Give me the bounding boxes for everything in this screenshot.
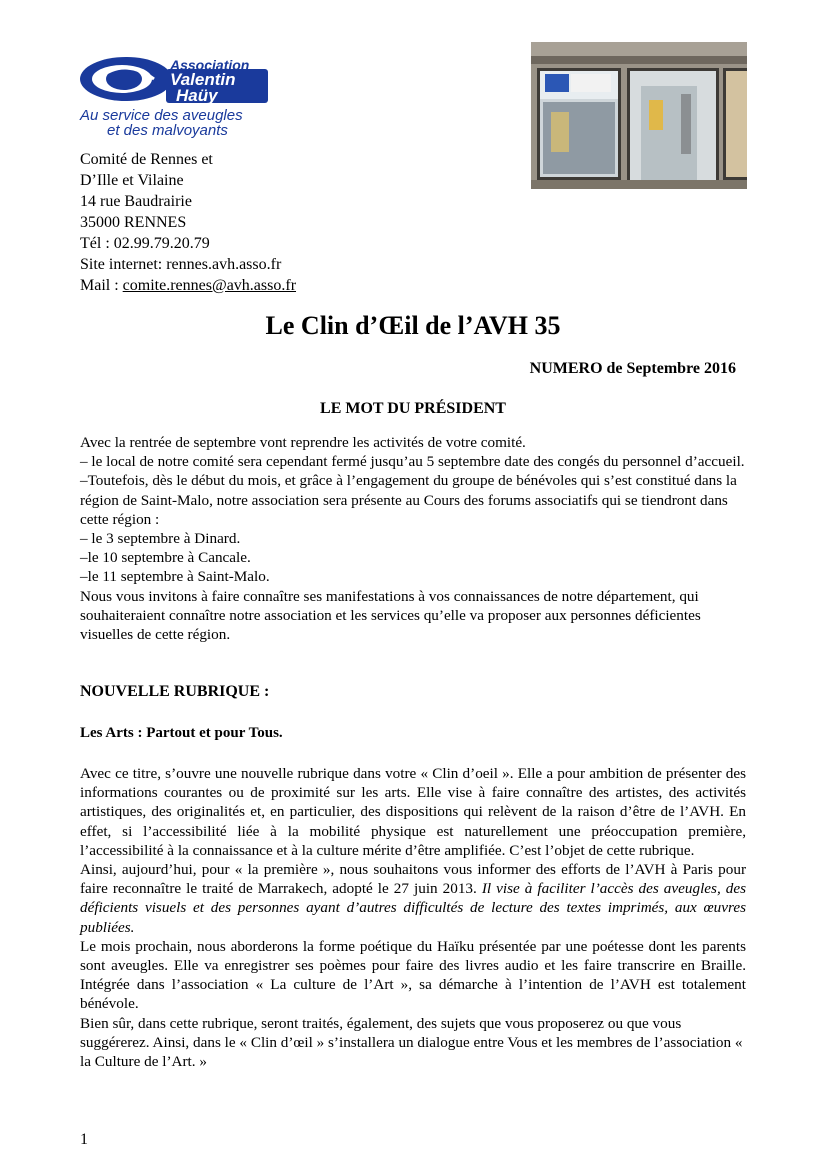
president-line: –le 10 septembre à Cancale. <box>80 549 251 567</box>
contact-street: 14 rue Baudrairie <box>80 193 192 210</box>
president-line: – le local de notre comité sera cependant fermé jusqu’au 5 septembre date des congés du personnel d’accueil. <box>80 453 745 471</box>
arts-paragraph-marrakech <box>80 860 746 937</box>
arts-marrakech-italic: Il vise à faciliter l’accès des aveugles, des déficients visuels et des personnes ayant d’autres difficultés de lecture des textes imprimés, aux œuvres publiées. <box>80 880 747 936</box>
issue-label: NUMERO de Septembre 2016 <box>529 360 736 377</box>
president-heading: LE MOT DU PRÉSIDENT <box>320 400 506 417</box>
storefront-photo <box>531 42 747 189</box>
contact-committee: Comité de Rennes et <box>80 151 213 168</box>
contact-department: D’Ille et Vilaine <box>80 172 184 189</box>
avh-logo <box>78 55 273 140</box>
contact-mail-label: Mail : <box>80 277 123 294</box>
president-line: Nous vous invitons à faire connaître ses manifestations à vos connaissances de notre département, qui souhaiteraient connaître notre association et les services qu’elle va proposer aux personnes déficientes visuelles de cette région. <box>80 587 701 644</box>
page-number: 1 <box>80 1131 88 1148</box>
new-rubric-heading: NOUVELLE RUBRIQUE : <box>80 683 270 700</box>
arts-paragraph: Le mois prochain, nous aborderons la forme poétique du Haïku présentée par une poétesse dont les parents sont aveugles. Elle va enregistrer ses poèmes pour faire des livres audio et les faire transcrire en Braille. Intégrée dans l’association « La culture de l’Art », sa démarche à l’intention de l’AVH est totalement bénévole. <box>80 937 746 1013</box>
contact-city: 35000 RENNES <box>80 214 187 231</box>
logo-association-text: Association <box>170 57 250 73</box>
contact-phone: Tél : 02.99.79.20.79 <box>80 235 210 252</box>
logo-hauy-text: Haüy <box>176 86 218 105</box>
arts-title: Les Arts : Partout et pour Tous. <box>80 725 283 741</box>
president-line: – le 3 septembre à Dinard. <box>80 530 241 548</box>
contact-website: Site internet: rennes.avh.asso.fr <box>80 256 282 273</box>
president-line: Avec la rentrée de septembre vont reprendre les activités de votre comité. <box>80 434 526 451</box>
newsletter-title: Le Clin d’Œil de l’AVH 35 <box>265 311 561 340</box>
president-line: –le 11 septembre à Saint-Malo. <box>80 568 270 586</box>
arts-marrakech-text: Ainsi, aujourd’hui, pour « la première », nous souhaitons vous informer des efforts de l’AVH à Paris pour faire reconnaître le traité de Marrakech, adopté le 27 juin 2013. <box>80 861 746 898</box>
president-text <box>80 433 746 644</box>
logo-valentin-text: Valentin <box>170 70 236 89</box>
president-line: –Toutefois, dès le début du mois, et grâce à l’engagement du groupe de bénévoles qui s’est constitué dans la région de Saint-Malo, notre association sera présente au Cours des forums associatifs qui se tiendront dans cette région : <box>80 472 737 528</box>
logo-tagline-1: Au service des aveugles <box>80 107 243 124</box>
arts-paragraph: Avec ce titre, s’ouvre une nouvelle rubrique dans votre « Clin d’oeil ». Elle a pour ambition de présenter des informations courantes ou de proximité sur les arts. Elle vise à faire connaître des artistes, des activités artistiques, des originalités et, en particulier, des dispositions qui relèvent de la raison d’être de l’AVH. En effet, si l’accessibilité liée à la mobilité physique est naturellement une préoccupation première, l’accessibilité à la connaissance et à la culture mérite d’être amplifiée. C’est l’objet de cette rubrique. <box>80 765 746 859</box>
arts-text <box>80 764 746 1071</box>
contact-address-block <box>80 149 296 296</box>
arts-paragraph: Bien sûr, dans cette rubrique, seront traités, également, des sujets que vous proposerez ou que vous suggérerez. Ainsi, dans le « Clin d’œil » s’installera un dialogue entre Vous et les membres de l’association « la Culture de l’Art. » <box>80 1014 743 1071</box>
contact-mail-line <box>80 275 296 296</box>
logo-tagline-2: et des malvoyants <box>107 122 228 139</box>
contact-email-link[interactable]: comite.rennes@avh.asso.fr <box>122 277 297 294</box>
